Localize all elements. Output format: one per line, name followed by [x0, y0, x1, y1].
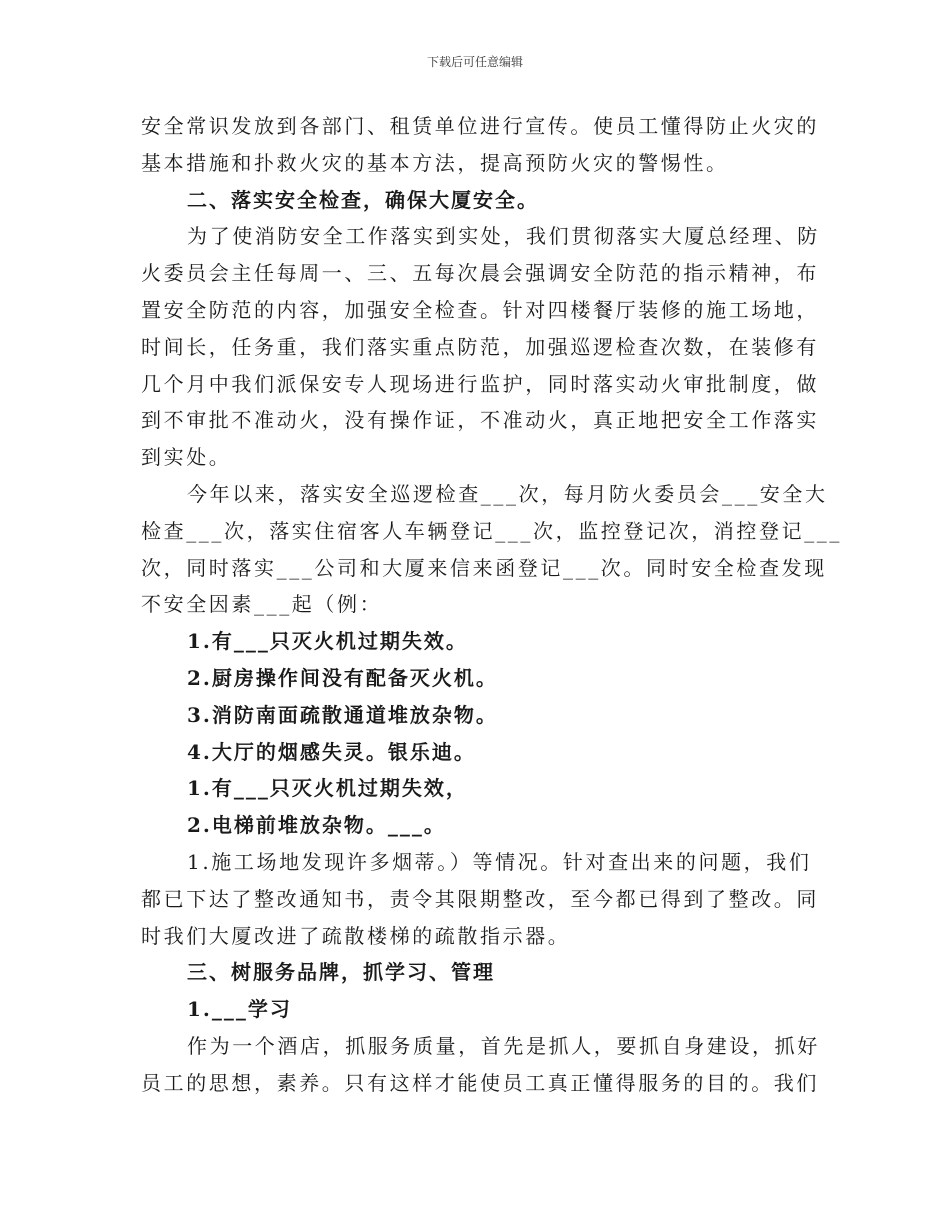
paragraph-line: 到实处。 [141, 445, 232, 470]
list-item: 3.消防南面疏散通道堆放杂物。 [187, 702, 498, 727]
document-body [141, 108, 842, 1102]
list-item: 2.厨房操作间没有配备灭火机。 [187, 665, 498, 690]
paragraph-line: 检查___次，落实住宿客人车辆登记___次，监控登记次，消控登记___ [141, 518, 842, 543]
subsection-heading: 1.___学习 [187, 997, 292, 1022]
section-heading: 三、树服务品牌，抓学习、管理 [187, 960, 495, 985]
paragraph-line: 作为一个酒店，抓服务质量，首先是抓人，要抓自身建设，抓好 [187, 1033, 820, 1058]
page-header: 下载后可任意编辑 [426, 55, 523, 69]
paragraph-line: 置安全防范的内容，加强安全检查。针对四楼餐厅装修的施工场地， [141, 297, 819, 322]
paragraph-line: 为了使消防安全工作落实到实处，我们贯彻落实大厦总经理、防 [187, 224, 820, 249]
paragraph-line: 次，同时落实___公司和大厦来信来函登记___次。同时安全检查发现 [141, 555, 827, 580]
paragraph-line: 时我们大厦改进了疏散楼梯的疏散指示器。 [141, 923, 571, 948]
paragraph-line: 几个月中我们派保安专人现场进行监护，同时落实动火审批制度，做 [141, 371, 819, 396]
paragraph-line: 员工的思想，素养。只有这样才能使员工真正懂得服务的目的。我们 [141, 1070, 819, 1095]
list-item: 4.大厅的烟感失灵。银乐迪。 [187, 739, 476, 764]
paragraph-line: 基本措施和扑救火灾的基本方法，提高预防火灾的警惕性。 [141, 150, 729, 175]
paragraph-line: 火委员会主任每周一、三、五每次晨会强调安全防范的指示精神，布 [141, 261, 819, 286]
list-item: 1.有___只灭火机过期失效， [187, 776, 468, 801]
list-item: 1.有___只灭火机过期失效。 [187, 629, 468, 654]
paragraph-line: 时间长，任务重，我们落实重点防范，加强巡逻检查次数，在装修有 [141, 334, 819, 359]
list-item: 2.电梯前堆放杂物。___。 [187, 813, 446, 838]
section-heading: 二、落实安全检查，确保大厦安全。 [187, 187, 539, 212]
paragraph-line: 1.施工场地发现许多烟蒂。）等情况。针对查出来的问题，我们 [187, 849, 812, 874]
paragraph-line: 到不审批不准动火，没有操作证，不准动火，真正地把安全工作落实 [141, 408, 819, 433]
paragraph-line: 安全常识发放到各部门、租赁单位进行宣传。使员工懂得防止火灾的 [141, 114, 819, 138]
paragraph-line: 今年以来，落实安全巡逻检查___次，每月防火委员会___安全大 [187, 481, 828, 506]
paragraph-line: 不安全因素___起（例： [141, 592, 383, 617]
paragraph-line: 都已下达了整改通知书，责令其限期整改，至今都已得到了整改。同 [141, 886, 819, 911]
